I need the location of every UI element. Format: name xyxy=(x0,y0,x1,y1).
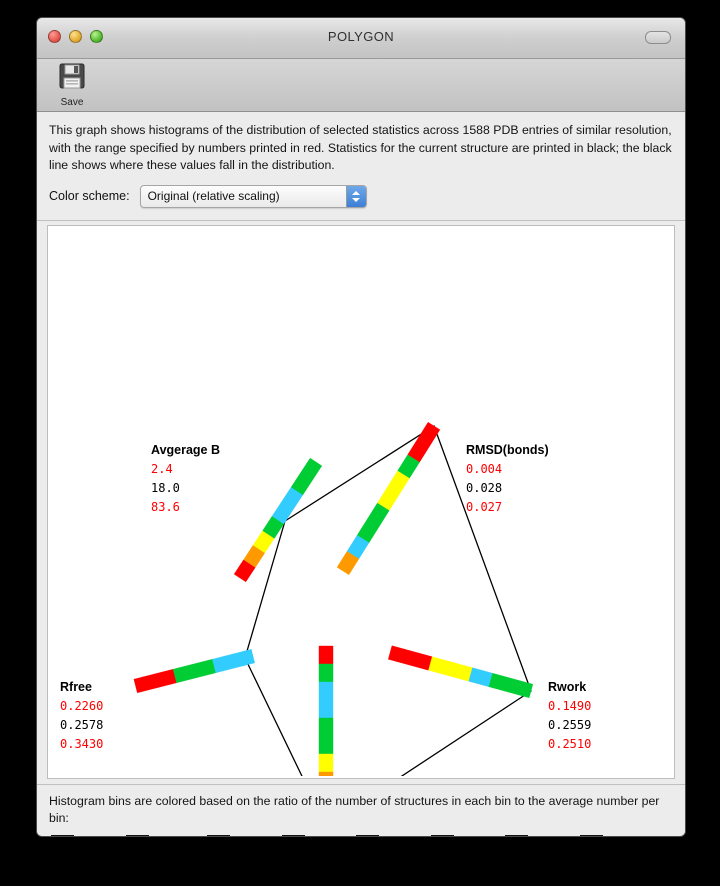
polygon-graph-canvas[interactable] xyxy=(47,225,675,779)
axis-label: RMSD(bonds) xyxy=(466,442,549,457)
histogram-bin xyxy=(429,656,453,675)
histogram-bin xyxy=(319,700,333,718)
polygon-graph-svg xyxy=(48,226,672,776)
save-icon xyxy=(57,61,87,91)
axis-min-value: 0.004 xyxy=(466,461,503,476)
histogram-bin xyxy=(319,736,333,754)
histogram-bin xyxy=(368,640,392,659)
histogram-bin xyxy=(469,667,493,686)
axis-current-value: 0.2559 xyxy=(548,717,592,732)
histogram-bar xyxy=(234,458,322,582)
axis-min-value: 0.1490 xyxy=(548,698,592,713)
window-title: POLYGON xyxy=(327,29,395,44)
legend-items xyxy=(49,835,673,838)
title-bar xyxy=(37,18,685,59)
save-button[interactable] xyxy=(47,61,97,108)
axis-label: Rfree xyxy=(60,679,92,694)
histogram-bin xyxy=(319,664,333,682)
axis-min-value: 2.4 xyxy=(151,461,173,476)
legend-swatch xyxy=(505,835,528,838)
histogram-bin xyxy=(509,678,533,697)
legend-swatch xyxy=(51,835,74,838)
legend-panel xyxy=(37,784,685,838)
app-window xyxy=(36,17,686,837)
histogram-bin xyxy=(319,772,333,776)
color-scheme-select[interactable] xyxy=(140,185,367,208)
histogram-bin xyxy=(388,645,412,664)
legend-swatch xyxy=(431,835,454,838)
axis-current-value: 0.2578 xyxy=(60,717,104,732)
histogram-bin xyxy=(173,664,196,683)
axis-min-value: 0.2260 xyxy=(60,698,104,713)
toolbar-toggle-button[interactable] xyxy=(645,31,671,44)
histogram-bin xyxy=(232,649,255,668)
axis-label: Rwork xyxy=(548,679,587,694)
histogram-bin xyxy=(193,659,216,678)
histogram-bin xyxy=(319,718,333,736)
histogram-bar xyxy=(337,422,440,574)
histogram-bin xyxy=(319,682,333,700)
axis-max-value: 0.2510 xyxy=(548,736,592,751)
histogram-bar xyxy=(319,646,333,776)
color-scheme-value: Original (relative scaling) xyxy=(147,189,280,203)
histogram-bar xyxy=(368,640,533,698)
axis-max-value: 0.3430 xyxy=(60,736,104,751)
histogram-bin xyxy=(408,651,432,670)
legend-description: Histogram bins are colored based on the ratio of the number of structures in each bin to the average number per bin: xyxy=(49,793,660,825)
save-button-label: Save xyxy=(60,97,84,108)
histogram-bin xyxy=(212,654,235,673)
legend-swatch xyxy=(356,835,379,838)
histogram-bin xyxy=(449,662,473,681)
color-scheme-row xyxy=(49,185,673,216)
description-text: This graph shows histograms of the distribution of selected statistics across 1588 PDB entries of similar resolution, with the range specified by numbers printed in red. Statistics for the current structure are printed in black; the black line shows where these values fall in the distribution. xyxy=(49,123,672,172)
axis-label: Avgerage B xyxy=(151,442,221,457)
histogram-bin xyxy=(319,754,333,772)
axis-max-value: 83.6 xyxy=(151,499,180,514)
legend-swatch xyxy=(282,835,305,838)
chevron-updown-icon xyxy=(346,186,366,207)
legend-swatch xyxy=(207,835,230,838)
axis-current-value: 18.0 xyxy=(151,480,180,495)
histogram-bin xyxy=(489,673,513,692)
legend-swatch xyxy=(126,835,149,838)
description-panel xyxy=(37,112,685,221)
legend-swatch xyxy=(580,835,603,838)
histogram-bin xyxy=(252,644,275,663)
histogram-bin xyxy=(319,646,333,664)
axis-current-value: 0.028 xyxy=(466,480,503,495)
histogram-bin xyxy=(134,674,157,693)
structure-polygon xyxy=(245,426,531,776)
toolbar xyxy=(37,59,685,112)
axis-max-value: 0.027 xyxy=(466,499,503,514)
histogram-bin xyxy=(154,669,177,688)
color-scheme-label: Color scheme: xyxy=(49,189,130,203)
histogram-bin xyxy=(114,679,137,698)
